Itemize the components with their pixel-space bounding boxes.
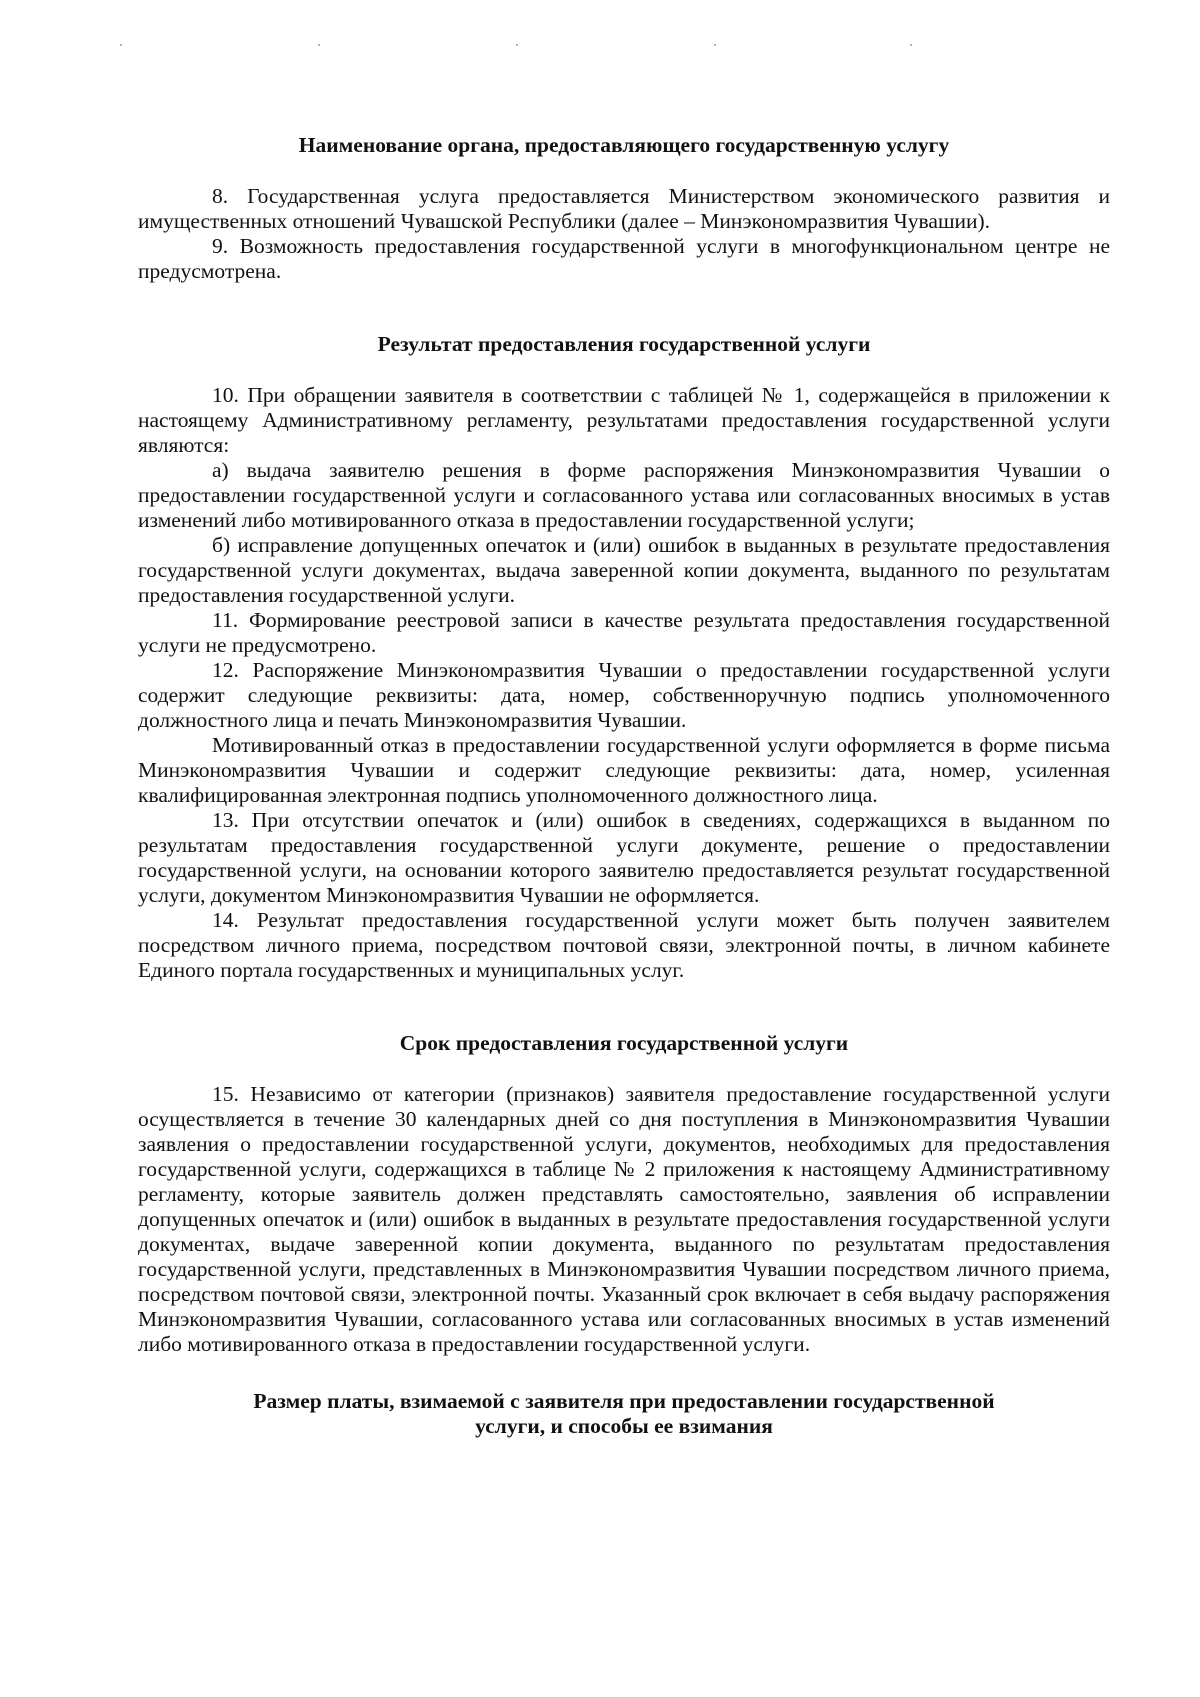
paragraph-14: 14. Результат предоставления государственной услуги может быть получен заявителем посредством личного приема, посредством почтовой связи, электронной почты, в личном кабинете Единого портала государственных и муниципальных услуг. [138,908,1110,982]
paragraph-15: 15. Независимо от категории (признаков) заявителя предоставление государственной услуги осуществляется в течение 30 календарных дней со дня поступления в Минэкономразвития Чувашии заявления о предоставлении государственной услуги, документов, необходимых для предоставления государственной услуги, содержащихся в таблице № 2 приложения к настоящему Административному регламенту, которые заявитель должен представлять самостоятельно, заявления об исправлении допущенных опечаток и (или) ошибок в выданных в результате предоставления государственной услуги документах, выдаче заверенной копии документа, выданного по результатам предоставления государственной услуги, представленных в Минэкономразвития Чувашии посредством личного приема, посредством почтовой связи, электронной почты. Указанный срок включает в себя выдачу распоряжения Минэкономразвития Чувашии, согласованного устава или согласованных вносимых в устав изменений либо мотивированного отказа в предоставлении государственной услуги. [138,1082,1110,1356]
paragraph-12: 12. Распоряжение Минэкономразвития Чувашии о предоставлении государственной услуги содержит следующие реквизиты: дата, номер, собственноручную подпись уполномоченного должностного лица и печать Минэкономразвития Чувашии. [138,658,1110,732]
paragraph-10: 10. При обращении заявителя в соответствии с таблицей № 1, содержащейся в приложении к настоящему Административному регламенту, результатами предоставления государственной услуги являются: [138,383,1110,457]
paragraph-11: 11. Формирование реестровой записи в качестве результата предоставления государственной услуги не предусмотрено. [138,608,1110,657]
scan-artifact-dots [0,44,1200,50]
paragraph-refusal: Мотивированный отказ в предоставлении государственной услуги оформляется в форме письма Минэкономразвития Чувашии и содержит следующие реквизиты: дата, номер, усиленная квалифицированная электронная подпись уполномоченного должностного лица. [138,733,1110,807]
section-heading-result: Результат предоставления государственной услуги [377,332,871,356]
section-heading-fee [138,1389,1110,1439]
paragraph-13: 13. При отсутствии опечаток и (или) ошибок в сведениях, содержащихся в выданном по результатам предоставления государственной услуги документе, решение о предоставлении государственной услуги, на основании которого заявителю предоставляется результат государственной услуги, документом Минэкономразвития Чувашии не оформляется. [138,808,1110,907]
section-heading-authority: Наименование органа, предоставляющего государственную услугу [298,133,950,157]
paragraph-9: 9. Возможность предоставления государственной услуги в многофункциональном центре не предусмотрена. [138,234,1110,283]
paragraph-10b: б) исправление допущенных опечаток и (или) ошибок в выданных в результате предоставления государственной услуги документах, выдача заверенной копии документа, выданного по результатам предоставления государственной услуги. [138,533,1110,607]
section-heading-fee-line2: услуги, и способы ее взимания [475,1414,773,1438]
paragraph-10a: а) выдача заявителю решения в форме распоряжения Минэкономразвития Чувашии о предоставлении государственной услуги и согласованного устава или согласованных вносимых в устав изменений либо мотивированного отказа в предоставлении государственной услуги; [138,458,1110,532]
section-heading-term: Срок предоставления государственной услуги [399,1031,849,1055]
section-heading-fee-line1: Размер платы, взимаемой с заявителя при предоставлении государственной [253,1389,995,1413]
document-body [138,133,1110,1439]
paragraph-8: 8. Государственная услуга предоставляется Министерством экономического развития и имущественных отношений Чувашской Республики (далее – Минэкономразвития Чувашии). [138,184,1110,233]
